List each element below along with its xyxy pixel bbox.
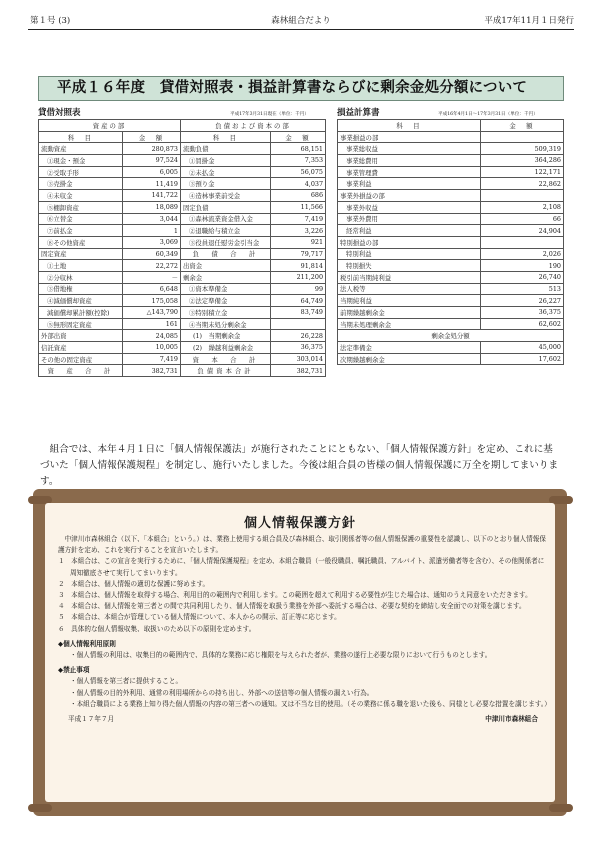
col-amount: 金 額 [123,131,181,143]
liability-amount: 11,566 [271,201,326,213]
income-amount: 2,108 [481,201,564,213]
table-row [39,283,326,295]
table-row [338,155,564,167]
asset-amount: 60,349 [123,248,181,260]
asset-amount: 24,085 [123,330,181,342]
surplus-amount: 17,602 [481,353,564,365]
liability-total-amount: 382,731 [271,365,326,377]
col-amount: 金 額 [481,120,564,132]
table-row [39,318,326,330]
liability-amount: 3,226 [271,225,326,237]
liability-item: ③役員退任慰労金引当金 [181,236,271,248]
asset-item: その他の固定資産 [39,353,123,365]
table-row [338,271,564,283]
income-item: 税引前当期純利益 [338,271,481,283]
policy-date: 平成１７年７月 [68,715,115,724]
issue-number: 第１号 (3) [30,16,71,26]
income-amount: 24,904 [481,225,564,237]
col-item: 科 目 [338,120,481,132]
income-item: 事業管理費 [338,166,481,178]
newsletter-name: 森林組合だより [271,16,331,26]
table-row [39,307,326,319]
asset-item: ②分収林 [39,271,123,283]
prohibited-heading: ◆禁止事項 [58,666,90,675]
table-row [39,330,326,342]
table-row [39,295,326,307]
col-item: 科 目 [39,131,123,143]
asset-amount: 6,005 [123,166,181,178]
surplus-header: 剰余金処分額 [338,330,564,342]
asset-item: ⑥立替金 [39,213,123,225]
income-item: 当期純利益 [338,295,481,307]
policy-intro: 中津川市森林組合（以下、「本組合」という。）は、業務上使用する組合員及び森林組合、取引関係者等の個人情報保護の重要性を認識し、以下のとおり個人情報保護方針を定め、これを実行することを宣言いたします。 [58,535,546,555]
asset-item: 減価償却累計額(控除) [39,307,123,319]
table-row [338,295,564,307]
income-amount: 26,740 [481,271,564,283]
table-row [39,353,326,365]
income-amount: 22,862 [481,178,564,190]
surplus-item: 法定準備金 [338,342,481,354]
liability-amount: 686 [271,190,326,202]
table-row [338,318,564,330]
income-amount: 190 [481,260,564,272]
liability-amount: 26,228 [271,330,326,342]
income-amount [481,190,564,202]
policy-item: １ 本組合は、この宣言を実行するために、「個人情報保護規程」を定め、本組合職員（一般役職員、嘱託職員、アルバイト、派遣労働者等を含む）、その他関係者に周知徹底させて実行してまいります。 [58,557,545,577]
income-statement-title: 損益計算書 [337,108,380,118]
asset-item: ③借地権 [39,283,123,295]
table-row [338,236,564,248]
liability-amount: 4,037 [271,178,326,190]
asset-amount: 280,873 [123,143,181,155]
liability-amount: 91,814 [271,260,326,272]
policy-item: ４ 本組合は、個人情報を第三者との間で共同利用したり、個人情報を取扱う業務を外部へ委託する場合は、必要な契約を締結し安全面での対策を講じます。 [58,602,526,611]
income-item: 事業利益 [338,178,481,190]
income-amount [481,131,564,143]
income-amount: 36,375 [481,307,564,319]
policy-organization: 中津川市森林組合 [485,715,538,724]
asset-amount: 161 [123,318,181,330]
table-row [338,201,564,213]
asset-item: 信託資産 [39,342,123,354]
balance-sheet-title: 貸借対照表 [38,108,81,118]
table-row [338,283,564,295]
liability-item: 固定負債 [181,201,271,213]
table-row [338,353,564,365]
asset-item: 固定資産 [39,248,123,260]
policy-item: ６ 具体的な個人情報収集、取扱いのため以下の原則を定めます。 [58,624,256,633]
scroll-rod-left-bottom [28,804,52,812]
table-row [39,225,326,237]
liability-item: ④当期未処分剰余金 [181,318,271,330]
liability-amount: 56,075 [271,166,326,178]
asset-amount: 1 [123,225,181,237]
liability-item: (1) 当期剰余金 [181,330,271,342]
asset-item: ③売掛金 [39,178,123,190]
asset-amount: 18,089 [123,201,181,213]
income-amount: 62,602 [481,318,564,330]
header-divider [28,29,574,30]
liability-total-label: 負債資本合計 [181,365,271,377]
prohibited-item: ・個人情報の目的外利用、通常の利用場所からの持ち出し、外部への送信等の個人情報の漏えい行為。 [70,688,374,697]
asset-amount: 175,058 [123,295,181,307]
asset-amount: 3,069 [123,236,181,248]
liability-item: 負 債 合 計 [181,248,271,260]
prohibited-item: ・個人情報を第三者に提供すること。 [70,677,183,686]
table-row [39,143,326,155]
asset-amount: 7,419 [123,353,181,365]
table-row [39,271,326,283]
income-item: 特別利益 [338,248,481,260]
liability-item: ④造林事業前受金 [181,190,271,202]
table-row [338,213,564,225]
table-row [338,166,564,178]
table-row [338,260,564,272]
asset-amount: 141,722 [123,190,181,202]
liability-amount: 79,717 [271,248,326,260]
liability-item: ①森林流業資金借入金 [181,213,271,225]
surplus-header-row [338,330,564,342]
income-amount: 122,171 [481,166,564,178]
income-item: 事業外損益の部 [338,190,481,202]
issue-date: 平成17年11月１日発行 [484,16,574,26]
policy-item: ３ 本組合は、個人情報を取得する場合、利用目的の範囲内で利用します。この範囲を超えて利用する必要性が生じた場合は、通知のうえ同意をいただきます。 [58,591,532,600]
liability-amount: 211,200 [271,271,326,283]
income-item: 前期繰越剰余金 [338,307,481,319]
liability-item: 剰余金 [181,271,271,283]
asset-item: 外部出資 [39,330,123,342]
balance-sheet-note: 平成17年3月31日現在（単位：千円） [230,112,309,117]
table-row [338,248,564,260]
liabilities-header: 負債および資本の部 [181,120,326,132]
balance-sheet-table [38,119,326,377]
asset-amount: 6,648 [123,283,181,295]
policy-items [58,556,548,634]
article-title-box [38,76,564,101]
asset-amount: 11,419 [123,178,181,190]
liability-item: 資 本 合 計 [181,353,271,365]
table-row [39,342,326,354]
asset-item: ④減価償却資産 [39,295,123,307]
policy-item: ５ 本組合は、本組合が管理している個人情報について、本人からの開示、訂正等に応じます。 [58,613,341,622]
income-item: 事業損益の部 [338,131,481,143]
liability-amount: 303,014 [271,353,326,365]
income-item: 事業総収益 [338,143,481,155]
table-row [39,213,326,225]
table-row [338,190,564,202]
asset-amount: △143,790 [123,307,181,319]
total-row [39,365,326,377]
liability-item: ②未払金 [181,166,271,178]
assets-header: 資産の部 [39,120,181,132]
asset-amount: － [123,271,181,283]
table-row [338,143,564,155]
asset-total-label: 資 産 合 計 [39,365,123,377]
table-row [338,131,564,143]
policy-title: 個人情報保護方針 [243,516,356,531]
asset-item: ⑦前払金 [39,225,123,237]
intro-paragraph [40,442,562,490]
asset-item: ①土地 [39,260,123,272]
income-amount: 364,286 [481,155,564,167]
liability-item: ①買掛金 [181,155,271,167]
liability-item: 流動負債 [181,143,271,155]
asset-item: 流動資産 [39,143,123,155]
table-row [39,190,326,202]
liability-item: (2) 繰越利益剰余金 [181,342,271,354]
asset-item: ④未収金 [39,190,123,202]
income-item: 特別損失 [338,260,481,272]
income-amount: 513 [481,283,564,295]
surplus-item: 次期繰越剰余金 [338,353,481,365]
income-amount: 2,026 [481,248,564,260]
liability-item: 出資金 [181,260,271,272]
use-principle-items [58,650,548,661]
income-statement-table [337,119,564,365]
income-item: 事業外収益 [338,201,481,213]
table-row [39,178,326,190]
asset-item: ①現金・預金 [39,155,123,167]
prohibited-item: ・本組合職員による業務上知り得た個人情報の内容の第三者への通知。又は不当な目的使用。（その業務に係る職を退いた後も、同様とし必要な措置を講じます。） [70,699,551,708]
policy-footer [58,714,548,726]
liability-amount [271,318,326,330]
liability-item: ③預り金 [181,178,271,190]
liability-item: ③特別積立金 [181,307,271,319]
income-amount [481,236,564,248]
asset-item: ⑤無形固定資産 [39,318,123,330]
asset-amount: 10,005 [123,342,181,354]
income-amount: 26,227 [481,295,564,307]
liability-amount: 64,749 [271,295,326,307]
liability-item: ②法定準備金 [181,295,271,307]
asset-item: ⑤棚卸資産 [39,201,123,213]
liability-amount: 921 [271,236,326,248]
table-row [39,166,326,178]
policy-body [58,534,551,726]
table-row [338,178,564,190]
income-item: 経常利益 [338,225,481,237]
scroll-rod-right-bottom [549,804,573,812]
surplus-amount: 45,000 [481,342,564,354]
use-principle-heading: ◆個人情報利用原則 [58,639,116,648]
col-item: 科 目 [181,131,271,143]
table-row [338,307,564,319]
income-item: 当期未処理剰余金 [338,318,481,330]
col-amount: 金 額 [271,131,326,143]
use-principle-item: ・個人情報の利用は、収集目的の範囲内で、具体的な業務に応じ権限を与えられた者が、業務の遂行上必要な限りにおいて行うものとします。 [70,651,492,660]
income-item: 特別損益の部 [338,236,481,248]
asset-item: ②受取手形 [39,166,123,178]
policy-item: ２ 本組合は、個人情報の適切な保護に努めます。 [58,579,210,588]
liability-amount: 7,353 [271,155,326,167]
income-amount: 66 [481,213,564,225]
asset-amount: 22,272 [123,260,181,272]
table-row [338,342,564,354]
liability-amount: 99 [271,283,326,295]
asset-total-amount: 382,731 [123,365,181,377]
income-item: 事業外費用 [338,213,481,225]
income-item: 法人税等 [338,283,481,295]
intro-text: 組合では、本年４月１日に「個人情報保護法」が施行されたことにともない、「個人情報保護方針」を定め、これに基づいた「個人情報保護規程」を制定し、施行いたしました。今後は組合員の皆様の個人情報保護に万全を期してまいります。 [40,444,559,487]
income-statement-note: 平成16年4月1日～17年3月31日（単位：千円） [438,112,538,117]
prohibited-items [58,676,551,710]
asset-amount: 3,044 [123,213,181,225]
asset-amount: 97,524 [123,155,181,167]
table-row [39,201,326,213]
income-amount: 509,319 [481,143,564,155]
table-row [39,236,326,248]
income-item: 事業総費用 [338,155,481,167]
page-header [28,12,574,30]
liability-amount: 7,419 [271,213,326,225]
liability-amount: 68,151 [271,143,326,155]
liability-item: ②退職給与積立金 [181,225,271,237]
table-row [39,248,326,260]
table-row [39,155,326,167]
liability-amount: 83,749 [271,307,326,319]
liability-item: ①資本準備金 [181,283,271,295]
table-row [338,225,564,237]
asset-item: ⑧その他資産 [39,236,123,248]
liability-amount: 36,375 [271,342,326,354]
table-row [39,260,326,272]
article-title: 平成１６年度 貸借対照表・損益計算書ならびに剰余金処分額について [57,80,528,96]
